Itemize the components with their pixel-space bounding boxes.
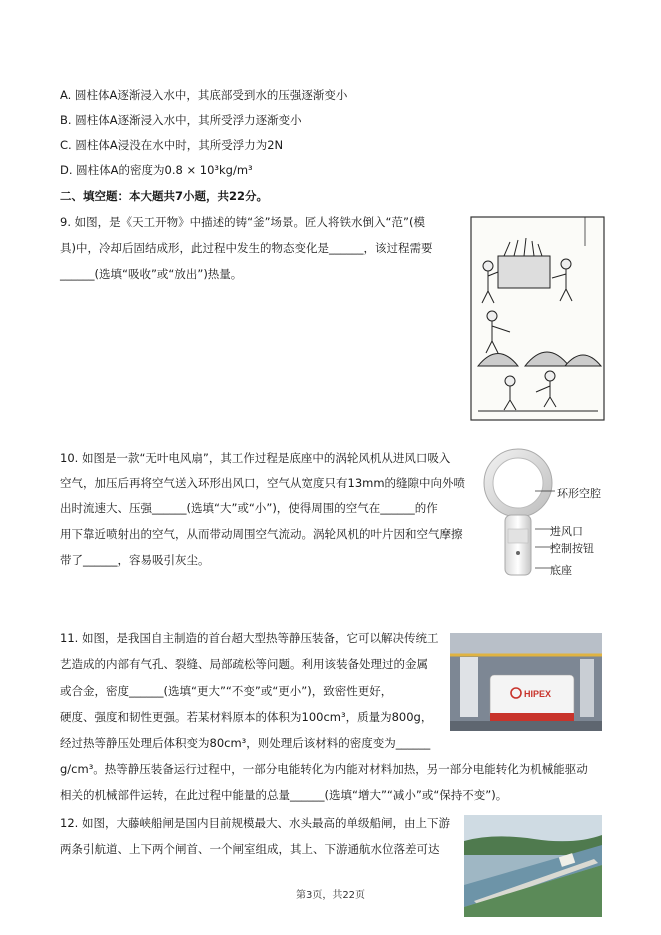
q11-line-1: 11. 如图，是我国自主制造的首台超大型热等静压装备，它可以解决传统工 xyxy=(60,631,439,645)
q9-line-1: 9. 如图，是《天工开物》中描述的铸“釜”场景。匠人将铁水倒入“范”(模 xyxy=(60,215,425,229)
ship-lock-aerial-photo xyxy=(464,815,602,917)
q11-line-4: 硬度、强度和韧性更强。若某材料原本的体积为100cm³，质量为800g， xyxy=(60,710,433,724)
q11-line-6: g/cm³。热等静压装备运行过程中，一部分电能转化为内能对材料加热，另一部分电能转化为机械能驱动 xyxy=(60,762,588,776)
q11-line-3: 或合金，密度______(选填“更大”“不变”或“更小”)，致密性更好， xyxy=(60,684,393,698)
section-title: 二、填空题：本大题共7小题，共22分。 xyxy=(60,189,269,203)
fan-label-base: 底座 xyxy=(550,564,572,577)
q11-line-2: 艺造成的内部有气孔、裂缝、局部疏松等问题。利用该装备处理过的金属 xyxy=(60,657,428,671)
machine-brand-text: HIPEX xyxy=(524,689,552,699)
tiangong-kaiwu-illustration xyxy=(470,216,605,421)
fan-label-inlet: 进风口 xyxy=(550,525,583,538)
q10-line-1: 10. 如图是一款“无叶电风扇”，其工作过程是底座中的涡轮风机从进风口吸入 xyxy=(60,451,451,465)
option-c: C. 圆柱体A浸没在水中时，其所受浮力为2N xyxy=(60,138,284,152)
fan-label-ring: 环形空腔 xyxy=(557,487,601,500)
option-b: B. 圆柱体A逐渐浸入水中，其所受浮力逐渐变小 xyxy=(60,113,302,127)
q11-line-7: 相关的机械部件运转，在此过程中能量的总量______(选填“增大”“减小”或“保持不变”)。 xyxy=(60,788,508,802)
option-a: A. 圆柱体A逐渐浸入水中，其底部受到水的压强逐渐变小 xyxy=(60,88,348,102)
q12-line-1: 12. 如图，大藤峡船闸是国内目前规模最大、水头最高的单级船闸，由上下游 xyxy=(60,816,450,830)
page-footer: 第3页，共22页 xyxy=(295,890,366,901)
q9-line-3: ______(选填“吸收”或“放出”)热量。 xyxy=(60,267,243,281)
q10-line-4: 用下靠近喷射出的空气，从而带动周围空气流动。涡轮风机的叶片因和空气摩擦 xyxy=(60,527,463,541)
q10-line-5: 带了______，容易吸引灰尘。 xyxy=(60,553,210,567)
q9-line-2: 具)中，冷却后固结成形，此过程中发生的物态变化是______，该过程需要 xyxy=(60,241,433,255)
option-d: D. 圆柱体A的密度为0.8 × 10³kg/m³ xyxy=(60,163,253,177)
q12-line-2: 两条引航道、上下两个闸首、一个闸室组成，其上、下游通航水位落差可达 xyxy=(60,842,440,856)
fan-label-button: 控制按钮 xyxy=(550,542,594,555)
q10-line-2: 空气，加压后再将空气送入环形出风口，空气从宽度只有13mm的缝隙中向外喷 xyxy=(60,476,466,490)
q11-line-5: 经过热等静压处理后体积变为80cm³，则处理后该材料的密度变为______ xyxy=(60,736,431,750)
q10-line-3: 出时流速大、压强______(选填“大”或“小”)，使得周围的空气在______的作 xyxy=(60,501,438,515)
hot-isostatic-press-photo xyxy=(450,633,602,731)
